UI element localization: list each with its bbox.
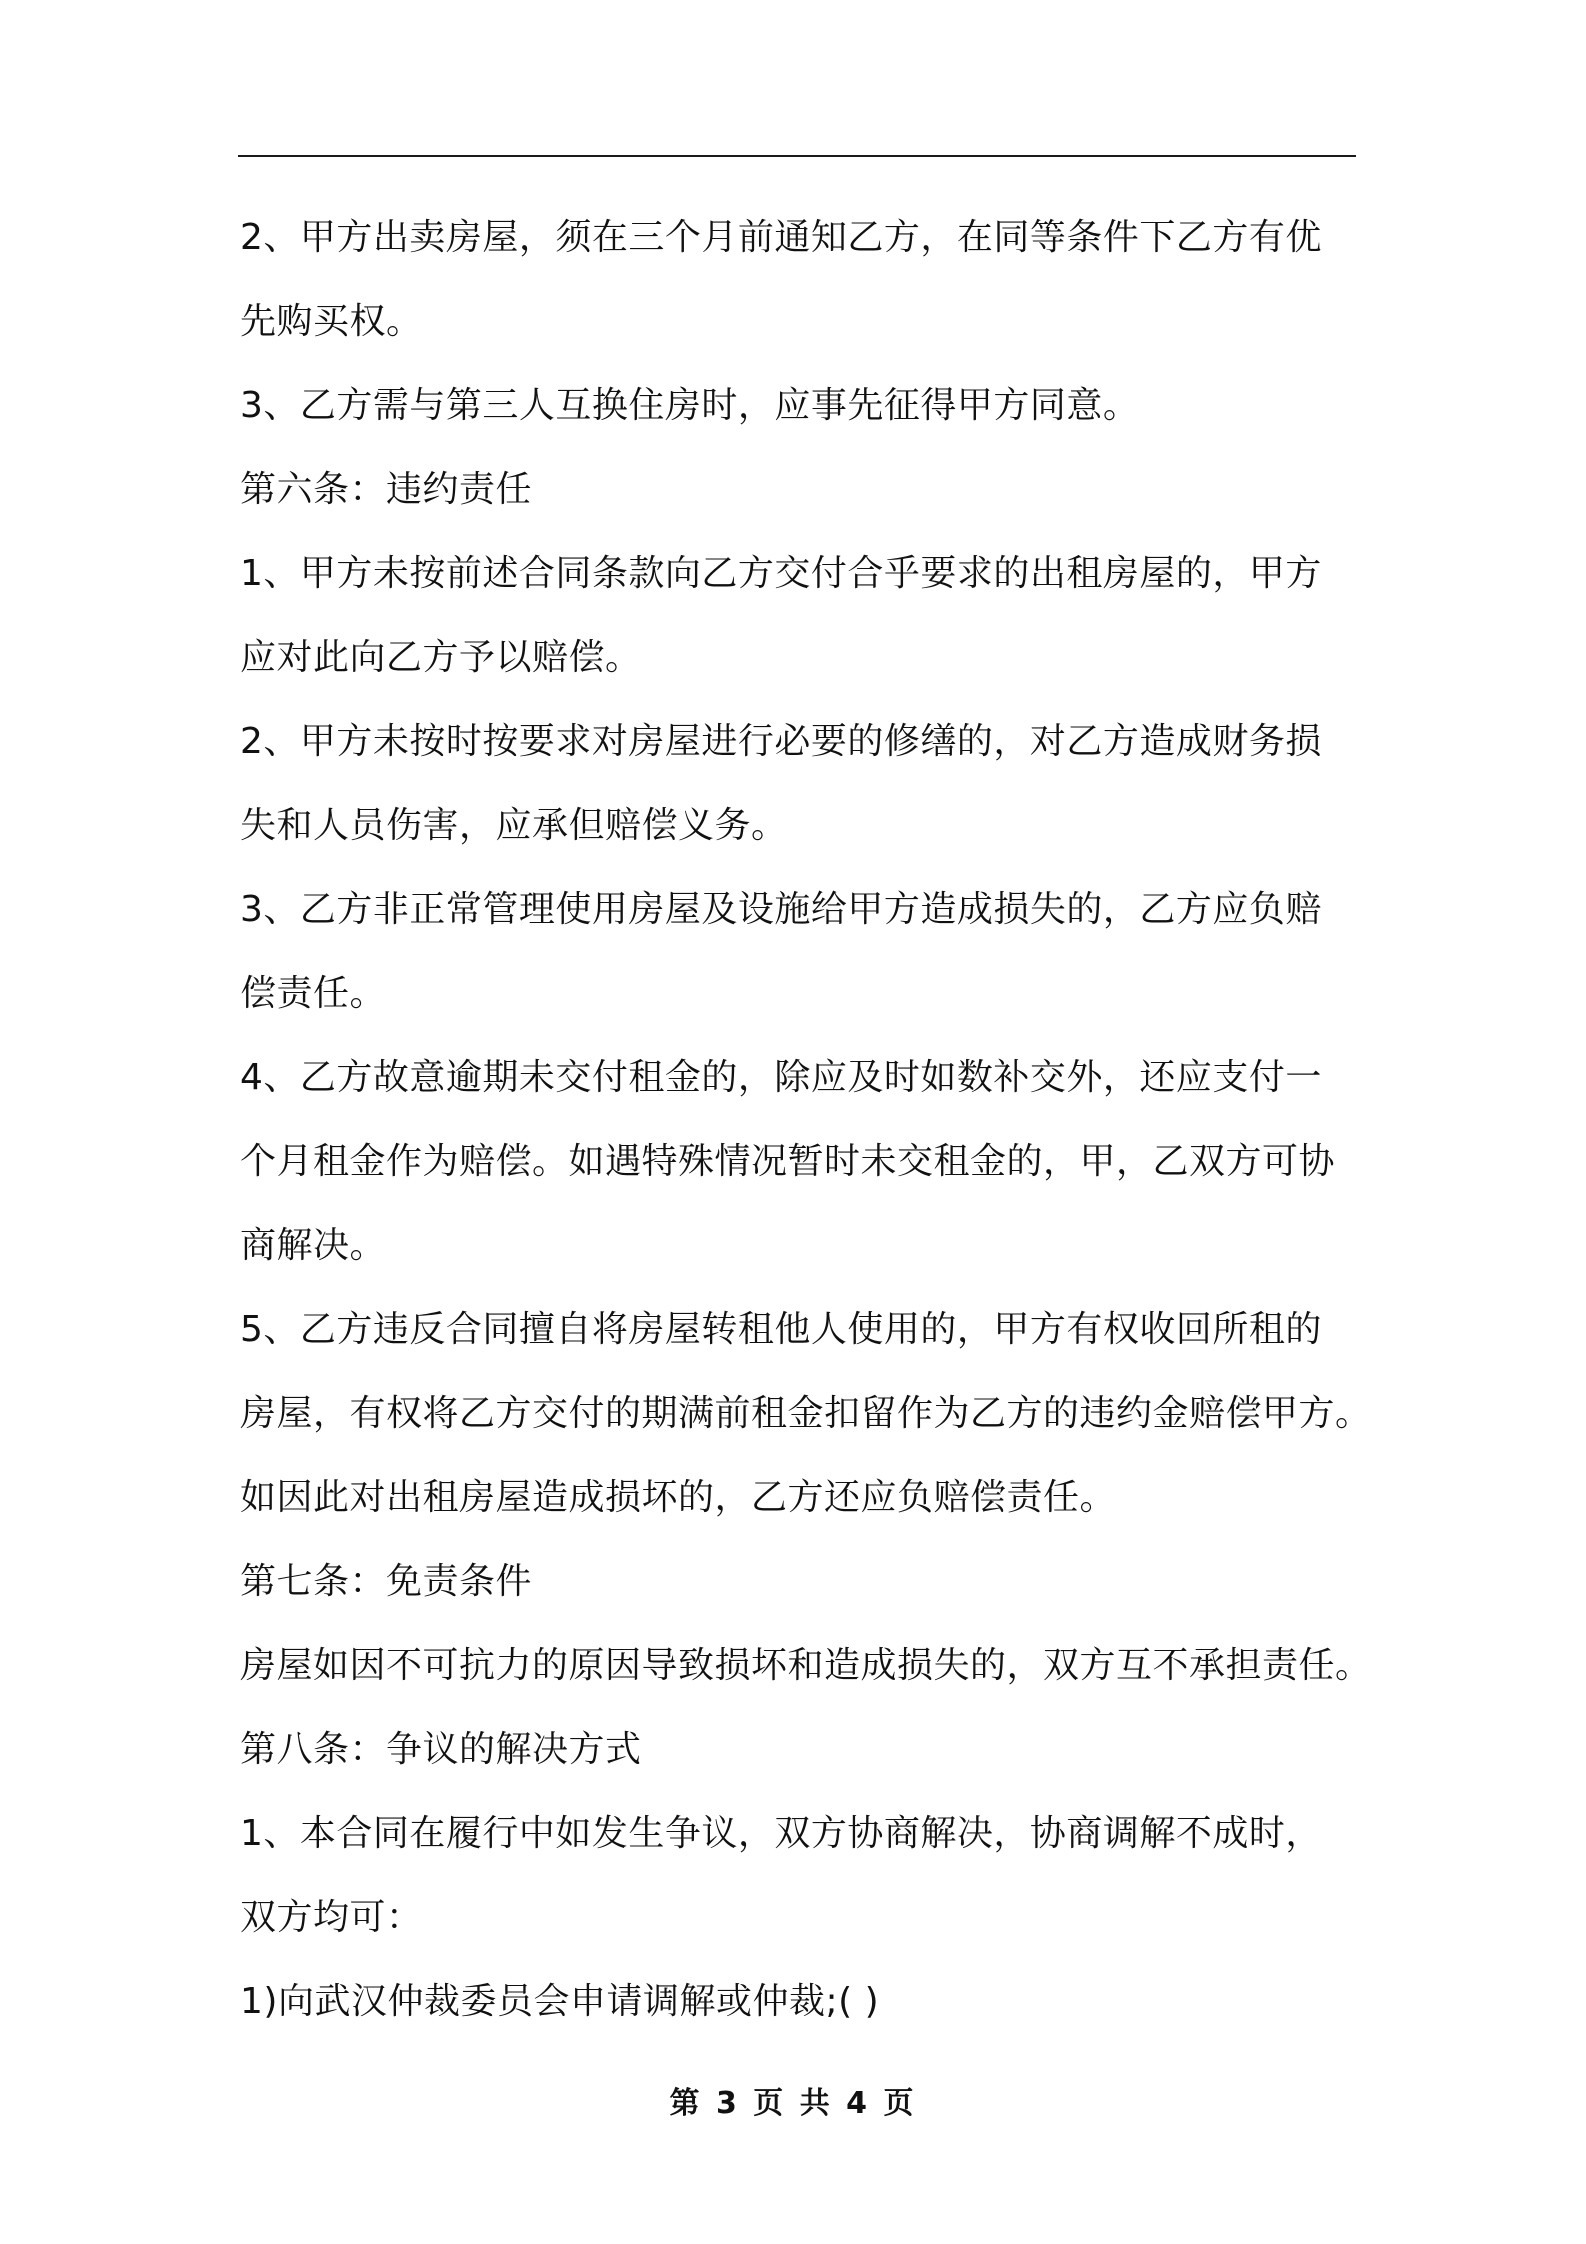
clause-5-item-2-line-1: 2、甲方出卖房屋，须在三个月前通知乙方，在同等条件下乙方有优 xyxy=(240,217,1322,258)
article-7-heading: 第七条：免责条件 xyxy=(240,1561,533,1602)
clause-5-item-3: 3、乙方需与第三人互换住房时，应事先征得甲方同意。 xyxy=(240,385,1140,426)
clause-7-text: 房屋如因不可抗力的原因导致损坏和造成损失的，双方互不承担责任。 xyxy=(240,1645,1372,1686)
clause-8-item-1-line-1: 1、本合同在履行中如发生争议，双方协商解决，协商调解不成时， xyxy=(240,1813,1322,1854)
article-6-heading: 第六条：违约责任 xyxy=(240,469,533,510)
header-divider xyxy=(238,155,1356,157)
contract-body xyxy=(240,196,1380,2044)
clause-6-item-5-line-1: 5、乙方违反合同擅自将房屋转租他人使用的，甲方有权收回所租的 xyxy=(240,1309,1322,1350)
clause-6-item-1-line-1: 1、甲方未按前述合同条款向乙方交付合乎要求的出租房屋的，甲方 xyxy=(240,553,1322,594)
clause-6-item-3-line-2: 偿责任。 xyxy=(240,973,387,1014)
clause-8-option-1: 1)向武汉仲裁委员会申请调解或仲裁;( ) xyxy=(240,1981,880,2022)
clause-6-item-5-line-3: 如因此对出租房屋造成损坏的，乙方还应负赔偿责任。 xyxy=(240,1477,1117,1518)
clause-6-item-5-line-2: 房屋，有权将乙方交付的期满前租金扣留作为乙方的违约金赔偿甲方。 xyxy=(240,1393,1372,1434)
clause-6-item-2-line-2: 失和人员伤害，应承但赔偿义务。 xyxy=(240,805,788,846)
clause-5-item-2-line-2: 先购买权。 xyxy=(240,301,423,342)
clause-6-item-3-line-1: 3、乙方非正常管理使用房屋及设施给甲方造成损失的，乙方应负赔 xyxy=(240,889,1322,930)
clause-6-item-2-line-1: 2、甲方未按时按要求对房屋进行必要的修缮的，对乙方造成财务损 xyxy=(240,721,1322,762)
clause-6-item-4-line-2: 个月租金作为赔偿。如遇特殊情况暂时未交租金的，甲，乙双方可协 xyxy=(240,1141,1336,1182)
article-8-heading: 第八条：争议的解决方式 xyxy=(240,1729,642,1770)
clause-8-item-1-line-2: 双方均可： xyxy=(240,1897,423,1938)
clause-6-item-4-line-3: 商解决。 xyxy=(240,1225,387,1266)
page-number-footer: 第 3 页 共 4 页 xyxy=(669,2086,917,2121)
clause-6-item-4-line-1: 4、乙方故意逾期未交付租金的，除应及时如数补交外，还应支付一 xyxy=(240,1057,1322,1098)
clause-6-item-1-line-2: 应对此向乙方予以赔偿。 xyxy=(240,637,642,678)
